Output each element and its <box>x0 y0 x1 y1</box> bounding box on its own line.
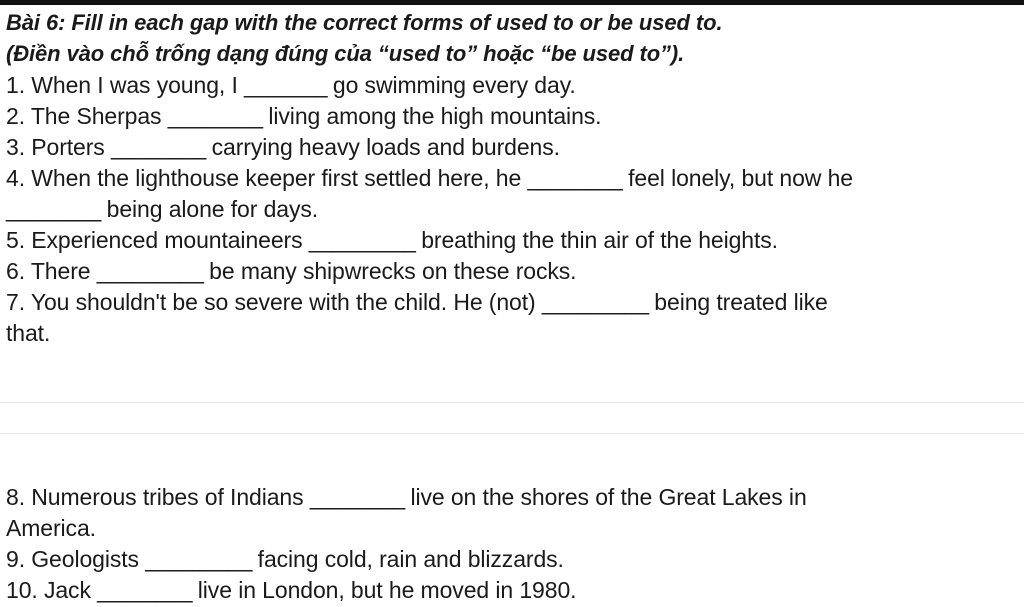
answer-gap[interactable]: ________ <box>6 196 101 222</box>
question-4 <box>6 164 853 193</box>
question-10 <box>6 576 576 605</box>
answer-gap[interactable]: ________ <box>309 484 405 510</box>
answer-gap[interactable]: _________ <box>145 546 252 572</box>
answer-gap[interactable]: ________ <box>167 103 263 129</box>
question-text: facing cold, rain and blizzards. <box>251 546 564 572</box>
question-2 <box>6 102 601 131</box>
question-text: live in London, but he moved in 1980. <box>191 577 577 603</box>
question-text: breathing the thin air of the heights. <box>414 227 778 253</box>
section-divider <box>0 433 1024 434</box>
question-text: 6. There <box>6 258 97 284</box>
question-text: living among the high mountains. <box>262 103 602 129</box>
question-text: 9. Geologists <box>6 546 146 572</box>
question-text: 5. Experienced mountaineers <box>6 227 309 253</box>
question-text: feel lonely, but now he <box>621 165 853 191</box>
answer-gap[interactable]: _________ <box>541 289 649 315</box>
exercise-title: Bài 6: Fill in each gap with the correct forms of used to or be used to. <box>6 10 723 35</box>
question-6 <box>6 257 576 286</box>
question-7-continued <box>6 319 50 348</box>
question-text: 8. Numerous tribes of Indians <box>6 484 310 510</box>
question-text: 2. The Sherpas <box>6 103 168 129</box>
question-text: 4. When the lighthouse keeper first settled here, he <box>6 165 528 191</box>
question-text: being alone for days. <box>100 196 319 222</box>
question-text: live on the shores of the Great Lakes in <box>404 484 807 510</box>
question-text: being treated like <box>648 289 828 315</box>
question-text: 1. When I was young, I <box>6 72 245 98</box>
question-text: carrying heavy loads and burdens. <box>205 134 560 160</box>
exercise-instruction-vi: (Điền vào chỗ trống dạng đúng của “used to” hoặc “be used to”). <box>6 41 685 66</box>
question-8-continued <box>6 514 96 543</box>
question-text: America. <box>6 515 96 541</box>
answer-gap[interactable]: _________ <box>96 258 203 284</box>
answer-gap[interactable]: _______ <box>244 72 327 98</box>
question-9 <box>6 545 564 574</box>
question-text: 10. Jack <box>6 577 98 603</box>
question-4-continued <box>6 195 318 224</box>
question-text: that. <box>6 320 51 346</box>
question-text: 3. Porters <box>6 134 111 160</box>
question-1 <box>6 71 576 100</box>
answer-gap[interactable]: ________ <box>97 577 192 603</box>
question-7 <box>6 288 828 317</box>
question-8 <box>6 483 807 512</box>
question-text: 7. You shouldn't be so severe with the child. He (not) <box>6 289 542 315</box>
answer-gap[interactable]: ________ <box>527 165 622 191</box>
answer-gap[interactable]: _________ <box>308 227 415 253</box>
answer-gap[interactable]: ________ <box>111 134 206 160</box>
question-text: be many shipwrecks on these rocks. <box>202 258 577 284</box>
section-divider <box>0 402 1024 403</box>
question-3 <box>6 133 560 162</box>
question-5 <box>6 226 778 255</box>
question-text: go swimming every day. <box>326 72 576 98</box>
